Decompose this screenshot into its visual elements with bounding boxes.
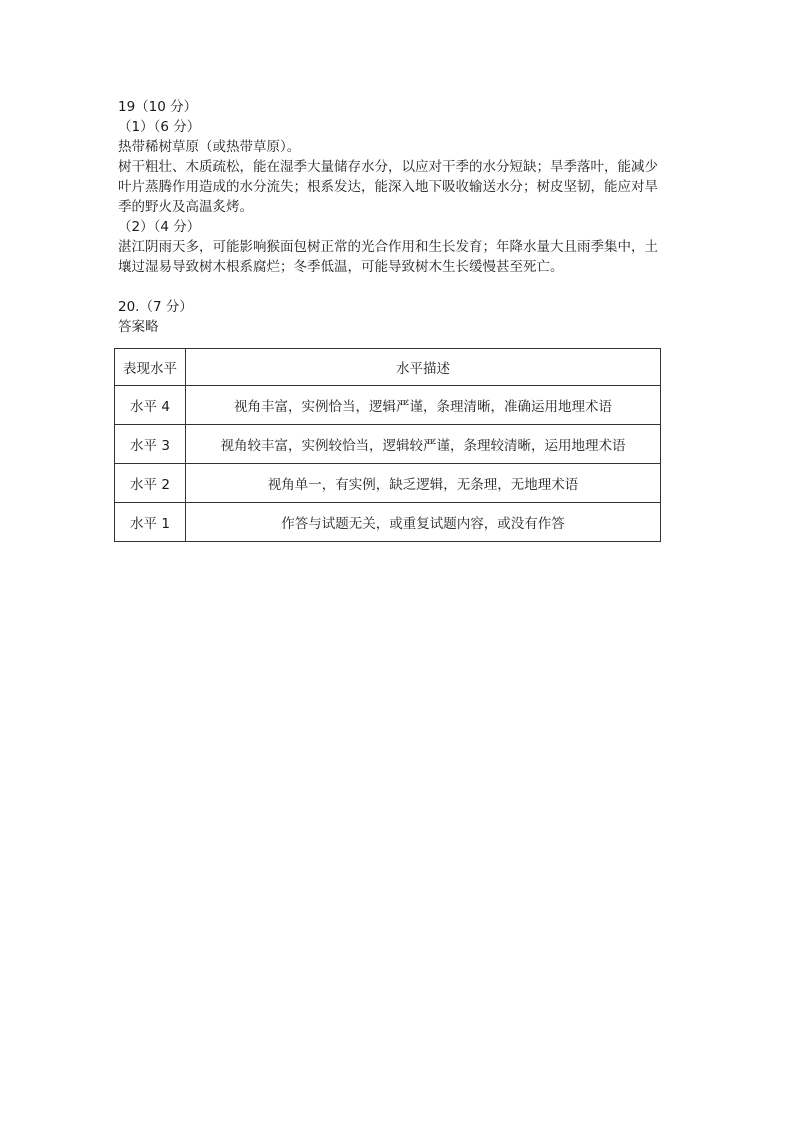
q19-part2-line: 壤过湿易导致树木根系腐烂；冬季低温，可能导致树木生长缓慢甚至死亡。 xyxy=(118,259,564,275)
section-gap xyxy=(118,277,678,297)
rubric-table xyxy=(114,348,661,542)
description-cell: 作答与试题无关，或重复试题内容，或没有作答 xyxy=(186,503,661,542)
q19-part1-line: 季的野火及高温炙烤。 xyxy=(118,199,253,215)
table-row xyxy=(115,386,661,425)
q19-part1-line: 叶片蒸腾作用造成的水分流失；根系发达，能深入地下吸收输送水分；树皮坚韧，能应对旱 xyxy=(118,179,658,195)
level-cell: 水平 4 xyxy=(115,386,186,425)
answer-content xyxy=(118,97,678,337)
table-row xyxy=(115,503,661,542)
level-cell: 水平 3 xyxy=(115,425,186,464)
description-cell: 视角较丰富，实例较恰当，逻辑较严谨，条理较清晰，运用地理术语 xyxy=(186,425,661,464)
q19-part1-line: 热带稀树草原（或热带草原）。 xyxy=(118,139,301,155)
level-cell: 水平 1 xyxy=(115,503,186,542)
description-cell: 视角单一，有实例，缺乏逻辑，无条理，无地理术语 xyxy=(186,464,661,503)
header-level: 表现水平 xyxy=(115,349,186,386)
table-header-row xyxy=(115,349,661,386)
q19-part2-line: 湛江阴雨天多，可能影响猴面包树正常的光合作用和生长发育；年降水量大且雨季集中，土 xyxy=(118,239,658,255)
header-description: 水平描述 xyxy=(186,349,661,386)
q19-part1-heading: （1）（6 分） xyxy=(118,119,201,135)
level-cell: 水平 2 xyxy=(115,464,186,503)
q19-part1-line: 树干粗壮、木质疏松，能在湿季大量储存水分，以应对干季的水分短缺；旱季落叶，能减少 xyxy=(118,159,658,175)
description-cell: 视角丰富，实例恰当，逻辑严谨，条理清晰，准确运用地理术语 xyxy=(186,386,661,425)
table-row xyxy=(115,425,661,464)
q20-note: 答案略 xyxy=(118,319,159,335)
q19-title: 19（10 分） xyxy=(118,99,198,115)
table-row xyxy=(115,464,661,503)
q19-part2-heading: （2）（4 分） xyxy=(118,219,201,235)
q20-title: 20.（7 分） xyxy=(118,299,193,315)
